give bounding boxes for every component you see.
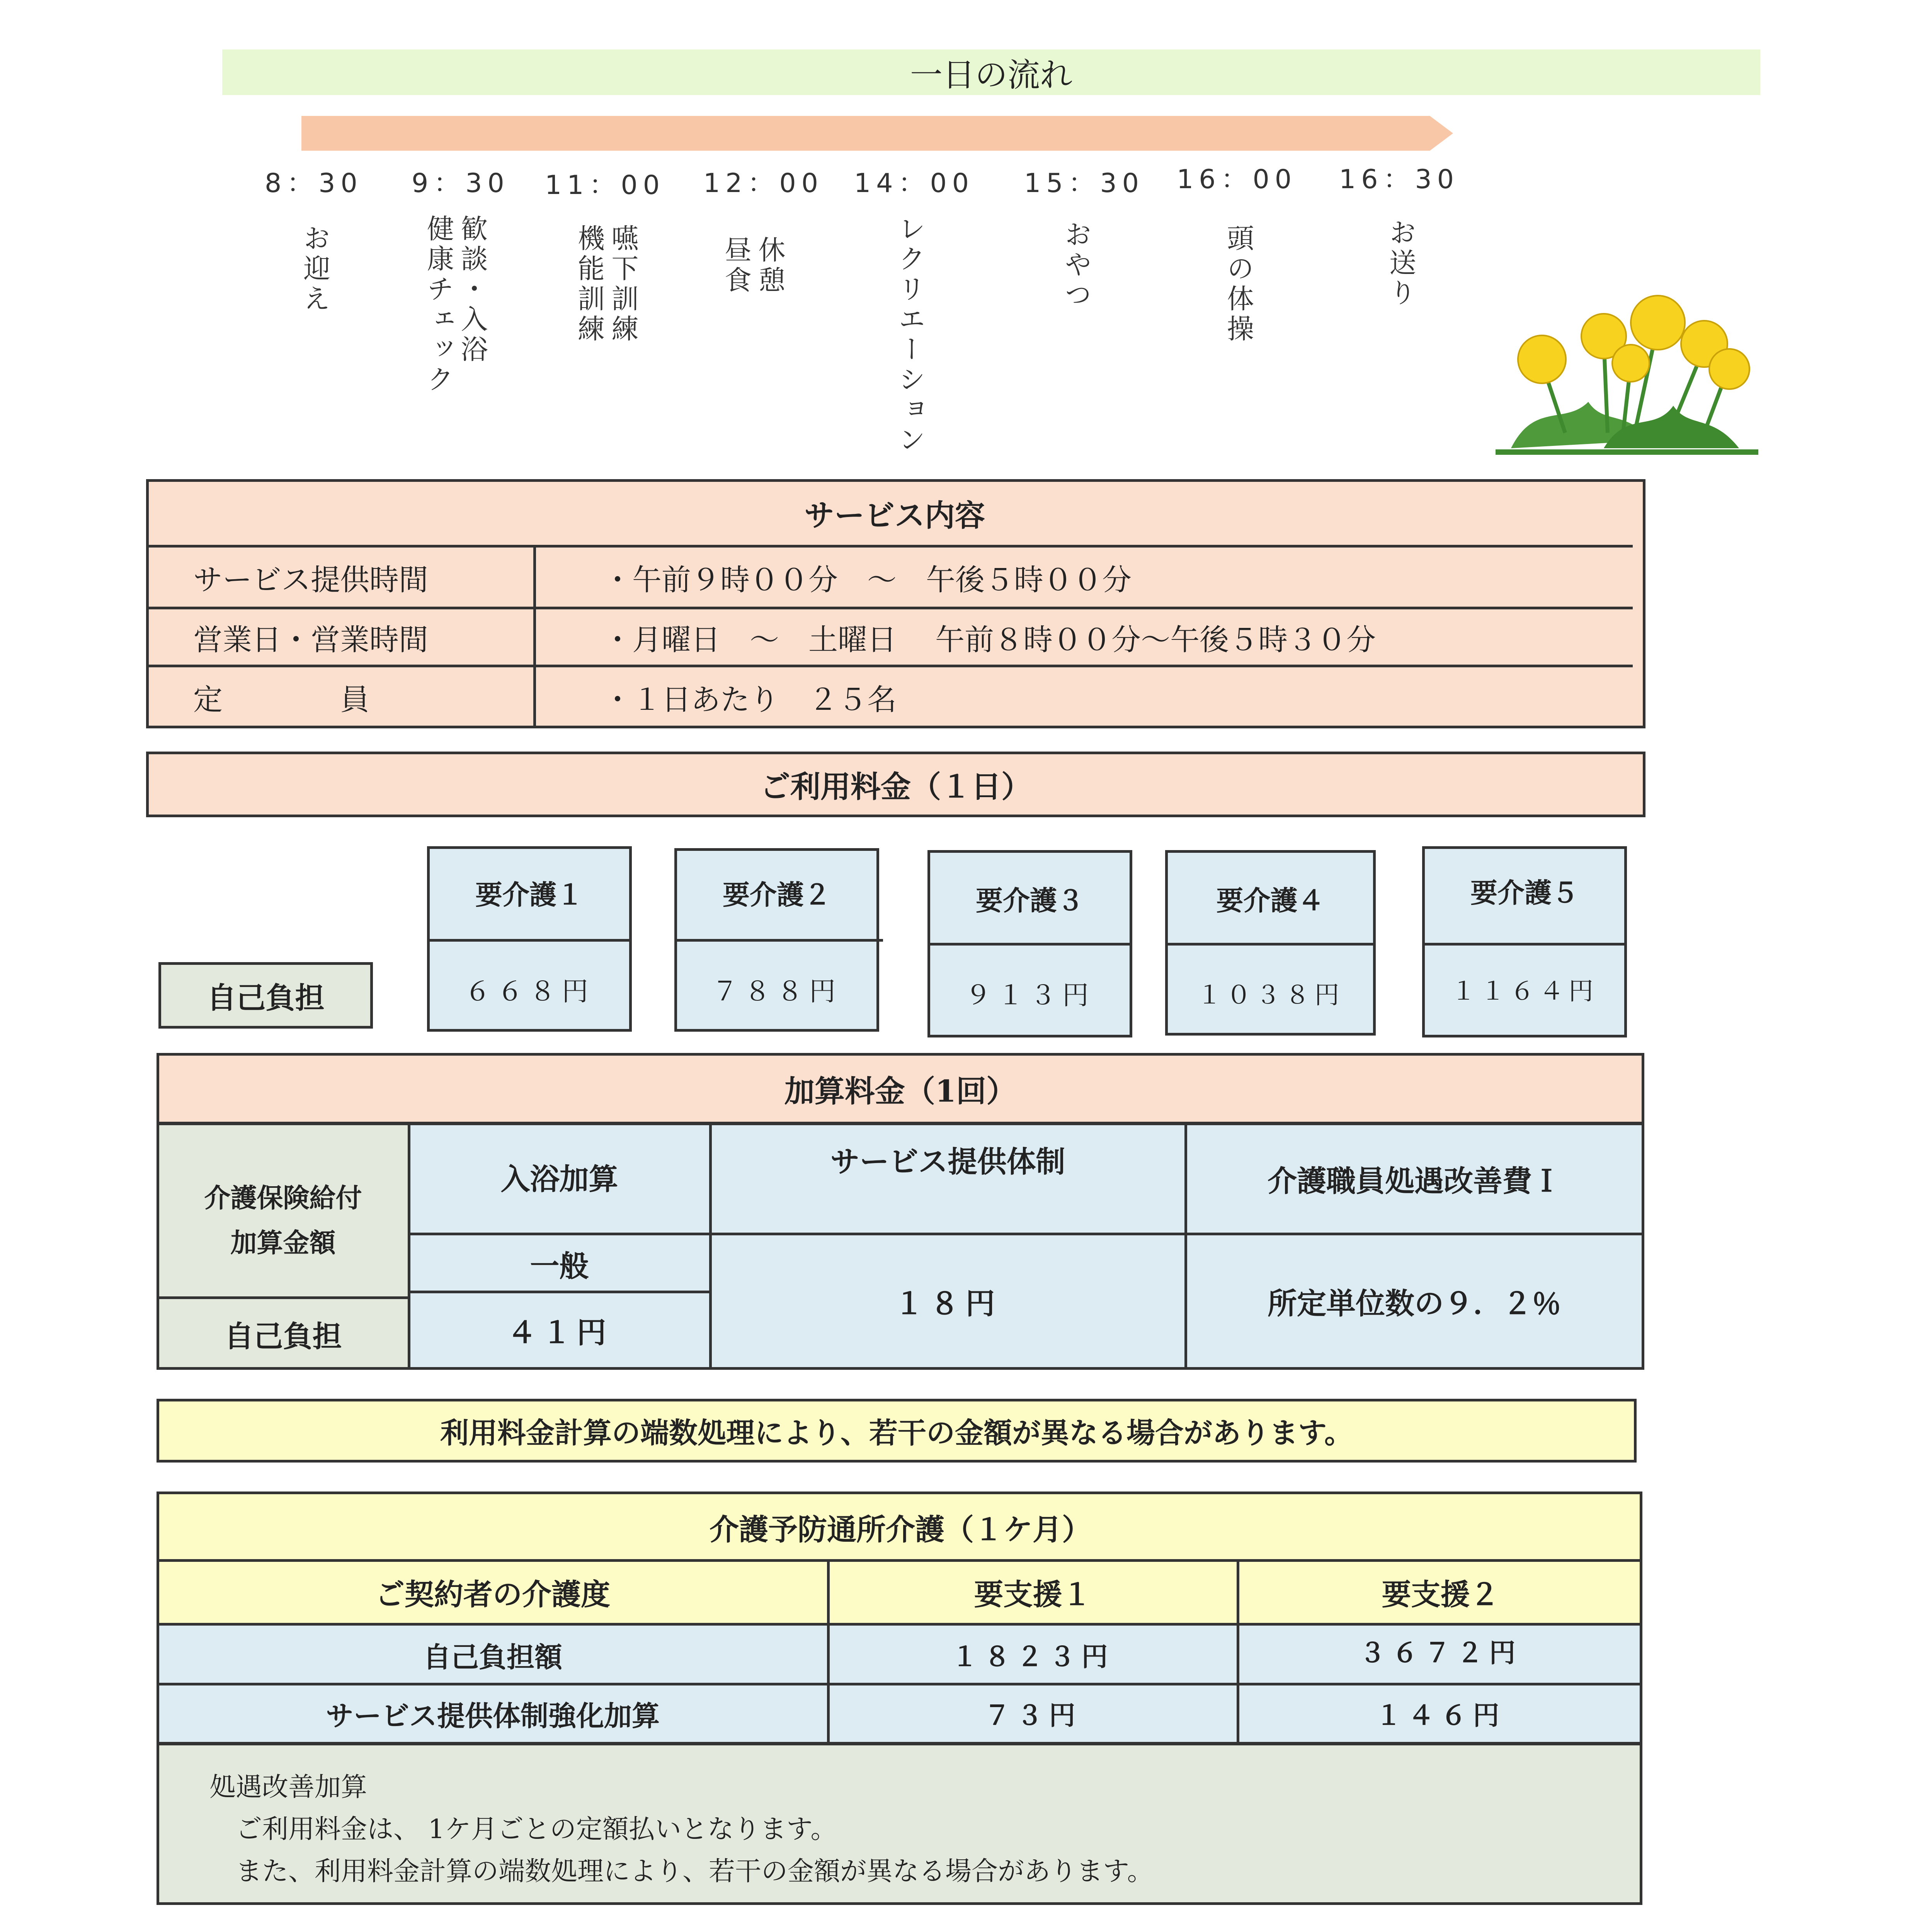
service-divider (147, 607, 1633, 609)
fee-divider (927, 943, 1132, 946)
addon-bath-type: 一般 (530, 1248, 589, 1283)
prevention-note-line: また、利用料金計算の端数処理により、若干の金額が異なる場合があります。 (209, 1856, 1154, 1887)
fee-level-name-2: 要介護２ (723, 878, 831, 911)
service-title: サービス内容 (804, 498, 985, 533)
addon-service-system: サービス提供体制 (830, 1144, 1065, 1179)
fee-level-price-5: １１６４円 (1451, 977, 1598, 1006)
fee-divider (427, 939, 632, 942)
prevention-cell: サービス提供体制強化加算 (325, 1699, 660, 1732)
fee-level-price-2: ７８８円 (711, 976, 842, 1007)
addon-staff: 介護職員処遇改善費Ｉ (1268, 1163, 1561, 1198)
fee-level-price-1: ６６８円 (464, 976, 594, 1007)
fee-level-name-4: 要介護４ (1216, 884, 1325, 917)
fee-self-label: 自己負担 (158, 962, 373, 1029)
flow-time-3: 11：00 (545, 170, 665, 201)
addon-bath-price: ４１円 (507, 1315, 612, 1350)
addon-title: 加算料金（1回） (157, 1053, 1644, 1124)
service-divider (147, 545, 1633, 548)
flow-time-2: 9：30 (412, 168, 510, 199)
prevention-header-2: 要支援１ (974, 1577, 1092, 1612)
addon-divider (408, 1233, 1644, 1235)
service-label-3: 定 員 (193, 682, 369, 717)
fee-level-name-1: 要介護１ (475, 878, 584, 911)
service-label-2: 営業日・営業時間 (193, 622, 428, 657)
flow-time-1: 8：30 (265, 168, 363, 199)
fee-level-name-5: 要介護５ (1470, 876, 1579, 909)
prevention-title: 介護予防通所介護（１ケ月） (710, 1512, 1091, 1547)
rounding-note: 利用料金計算の端数処理により、若干の金額が異なる場合があります。 (157, 1399, 1637, 1463)
fee-level-price-3: ９１３円 (965, 980, 1095, 1011)
prevention-note-line: 処遇改善加算 (209, 1772, 368, 1803)
prevention-divider (157, 1683, 1642, 1685)
addon-bath: 入浴加算 (500, 1162, 618, 1196)
service-divider (147, 665, 1633, 667)
prevention-divider (157, 1559, 1642, 1562)
service-value-1: ・午前９時００分 ～ 午後５時００分 (603, 563, 1132, 597)
flow-title: 一日の流れ (910, 56, 1072, 94)
addon-divider (157, 1296, 410, 1299)
fee-level-price-4: １０３８円 (1197, 981, 1344, 1010)
flow-time-4: 12：00 (703, 168, 824, 199)
fee-title: ご利用料金（１日） (146, 752, 1645, 817)
flow-time-6: 15：30 (1024, 168, 1145, 199)
prevention-header-3: 要支援２ (1382, 1577, 1499, 1612)
flow-activity-6: おやつ (1060, 220, 1092, 311)
prevention-header-1: ご契約者の介護度 (375, 1577, 610, 1612)
prevention-cell: ３６７２円 (1359, 1638, 1522, 1668)
flow-activity-8: お送り (1385, 218, 1417, 309)
fee-divider (1422, 943, 1627, 946)
prevention-cell: ７３円 (984, 1700, 1082, 1731)
prevention-cell: １８２３円 (951, 1641, 1114, 1672)
fee-level-name-3: 要介護３ (976, 884, 1084, 917)
service-label-1: サービス提供時間 (193, 563, 428, 597)
flow-time-5: 14：00 (854, 168, 975, 199)
addon-service-price: １８円 (894, 1286, 1001, 1321)
flow-activity-5: レクリエーション (894, 214, 926, 456)
prevention-cell: 自己負担額 (423, 1640, 562, 1673)
prevention-note (157, 1743, 1642, 1905)
addon-label-bottom: 自己負担 (224, 1319, 342, 1354)
flow-arrow (301, 112, 1461, 155)
flow-time-8: 16：30 (1339, 164, 1460, 195)
prevention-note-line: ご利用料金は、 1ケ月ごとの定額払いとなります。 (209, 1814, 837, 1845)
dandelion-illustration (1488, 286, 1766, 456)
addon-staff-value: 所定単位数の９．２％ (1268, 1286, 1561, 1321)
flow-activity-4: 休憩 昼食 (720, 236, 786, 296)
flow-time-7: 16：00 (1177, 164, 1297, 195)
prevention-cell: １４６円 (1375, 1700, 1506, 1731)
addon-label-top: 介護保険給付 加算金額 (204, 1183, 362, 1259)
flow-activity-1: お迎え (299, 224, 331, 315)
flow-activity-2: 歓談・入浴 健康チェック (422, 214, 488, 395)
fee-divider (674, 939, 883, 942)
addon-divider (408, 1291, 711, 1293)
flow-activity-7: 頭の体操 (1222, 224, 1254, 345)
service-value-3: ・１日あたり ２５名 (603, 682, 897, 717)
service-col-divider (533, 545, 536, 726)
fee-divider (1165, 943, 1376, 946)
service-value-2: ・月曜日 ～ 土曜日 午前８時００分～午後５時３０分 (603, 622, 1376, 657)
flow-title-bar (222, 49, 1760, 95)
flow-activity-3: 嚥下訓練 機能訓練 (573, 224, 639, 345)
